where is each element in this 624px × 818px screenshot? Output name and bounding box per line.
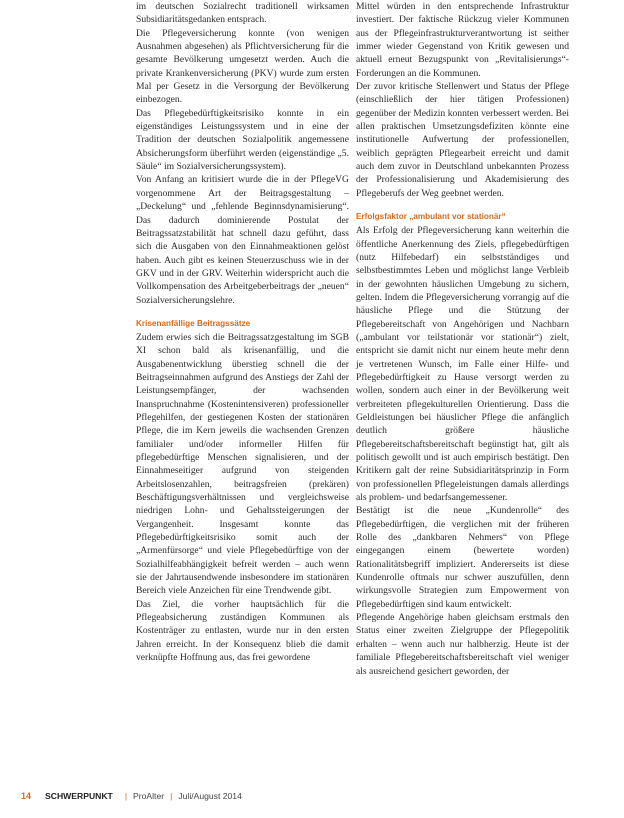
right-column — [356, 0, 569, 678]
section-label: SCHWERPUNKT — [45, 791, 113, 801]
body-paragraph: Pflegende Angehörige haben gleichsam erstmals den Status einer zweiten Zielgruppe der Pflegepolitik erhalten – wenn auch nur halbherzig. Heute ist der familiale Pflegebereitschaftsbereitschaft viel weniger als ausreichend gesichert geworden, der — [356, 612, 569, 677]
page-footer — [21, 789, 242, 803]
body-paragraph: Das Ziel, die vorher hauptsächlich für die Pflegeabsicherung zuständigen Kommunen als Kostenträger zu entlasten, wurde nur in den ersten Jahren erreicht. In der Konsequenz blieb die damit verknüpfte Hoffnung aus, das frei gewordene — [136, 598, 349, 664]
body-paragraph: Von Anfang an kritisiert wurde die in der PflegeVG vorgenommene Art der Beitragsgestaltung – „Deckelung“ und „fehlende Beginnsdynamisierung“. Das dadurch dominierende Postulat der Beitragssatzstabilität hat schnell dazu geführt, dass sich die Ausgaben von den Einnahmeaktionen gelöst haben. Auch gibt es keinen Steuerzuschuss wie in der GKV und in der GRV. Weiterhin widerspricht auch die Vollkompensation des Arbeitgeberbeitrags der „neuen“ Sozialversicherungslehre. — [136, 174, 349, 306]
section-heading: Krisenanfällige Beitragssätze — [136, 318, 251, 328]
body-paragraph: im deutschen Sozialrecht traditionell wirksamen Subsidiaritätsgedanken entsprach. — [136, 1, 349, 26]
body-paragraph: Als Erfolg der Pflegeversicherung kann weiterhin die öffentliche Anerkennung des Ziels, pflegebedürftigen (nutz Hilfebedarf) ein selbstständiges und selbstbestimmtes Leben und möglichst lange Verbleib in der gewohnten häuslichen Umgebung zu sichern, gelten. Indem die Pflegeversicherung vorrangig auf die häusliche Pflege und die Stützung der Pflegebereitschaft von Angehörigen und Nachbarn („ambulant vor teilstationär vor stationär“) zielt, entspricht sie damit nicht nur einem heute mehr denn je vertretenen Wunsch, im Falle einer Hilfe- und Pflegebedürftigkeit zu Hause versorgt werden zu wollen, sondern auch einer in der Bevölkerung weit verbreiteten pflegekulturellen Orientierung. Dass die Geldleistungen bei häuslicher Pflege die anfänglich deutlich größere häusliche Pflegebereitschaftsbereitschaft begünstigt hat, gilt als politisch gewollt und ist auch empirisch bestätigt. Den Kritikern galt der reine Subsidiaritätsprinzip in Form von professionellen Pflegeleistungen damals allerdings als problem- und bedarfsangemessener. — [356, 225, 569, 504]
body-paragraph: Die Pflegeversicherung konnte (von wenigen Ausnahmen abgesehen) als Pflichtversicherung für die gesamte Bevölkerung umgesetzt werden. Auch die private Krankenversicherung (PKV) wurde zum ersten Mal per Gesetz in die Versorgung der Bevölkerung einbezogen. — [136, 27, 349, 106]
magazine-name: ProAlter — [133, 791, 165, 801]
body-paragraph: Bestätigt ist die neue „Kundenrolle“ des Pflegebedürftigen, die verglichen mit der früheren Rolle des „dankbaren Nehmers“ von Pflege eingegangen einem (bewertete worden) Rationalitätsbegriff impliziert. Andererseits ist diese Kundenrolle oftmals nur schwer auszufüllen, denn wirkungsvolle Strategien zum Empowerment von Pflegebedürftigen sind kaum entwickelt. — [356, 505, 569, 610]
body-paragraph: Der zuvor kritische Stellenwert und Status der Pflege (einschließlich der hier tätigen Professionen) gegenüber der Medizin konnten verbessert werden. Bei allen praktischen Umsetzungsdefiziten könnte eine institutionelle Aufwertung der professionellen, weiblich geprägten Pflegearbeit erreicht und damit auch dem zuvor in Deutschland unbekannten Prozess der Professionalisierung und Akademisierung des Pflegeberufs der Weg geebnet werden. — [356, 81, 569, 199]
issue-date: Juli/August 2014 — [178, 791, 242, 801]
footer-separator: | — [124, 791, 128, 801]
page-number: 14 — [21, 791, 32, 801]
body-paragraph: Mittel würden in den entsprechende Infrastruktur investiert. Der faktische Rückzug vieler Kommunen aus der Pflegeinfrastrukturverantwortung ist seither immer wieder Gegenstand von Kritik gewesen und aktuell erneut Bezugspunkt von „Revitalisierungs“-Forderungen an die Kommunen. — [356, 1, 569, 79]
body-paragraph: Das Pflegebedürftigkeitsrisiko konnte in ein eigenständiges Leistungssystem und in eine der Tradition der deutschen Sozialpolitik angemessene Absicherungsform überführt werden (eigenständige „5. Säule“ im Sozialversicherungssystem). — [136, 107, 349, 173]
footer-separator: | — [170, 791, 173, 801]
body-paragraph: Zudem erwies sich die Beitragssatzgestaltung im SGB XI schon bald als krisenanfällig, und die Ausgabenentwicklung überstieg schnell die der Beitragseinnahmen aufgrund des Anstiegs der Zahl der Leistungsempfänger, der wachsenden Inanspruchnahme (Kostenintensiveren) professioneller Pflegehilfen, der gestiegenen Kosten der stationären Pflege, die im Kern jeweils die wachsenden Grenzen familialer und/oder informeller Hilfen für pflegebedürftige Menschen signalisieren, und der Einnahmeseitiger aufgrund von steigenden Arbeitslosenzahlen, beitragsfreien (prekären) Beschäftigungsverhältnissen und vergleichsweise niedrigen Lohn- und Gehaltssteigerungen der Vergangenheit. Insgesamt konnte das Pflegebedürftigkeitsrisiko somit auch der „Armenfürsorge“ und viele Pflegebedürftige von der Sozialhilfeabhängigkeit befreit werden – auch wenn sie der Jahrtausendwende insbesondere im stationären Bereich viele Anzeichen für eine Trendwende gibt. — [136, 331, 349, 597]
section-heading: Erfolgsfaktor „ambulant vor stationär“ — [356, 212, 506, 222]
left-column — [136, 0, 349, 665]
